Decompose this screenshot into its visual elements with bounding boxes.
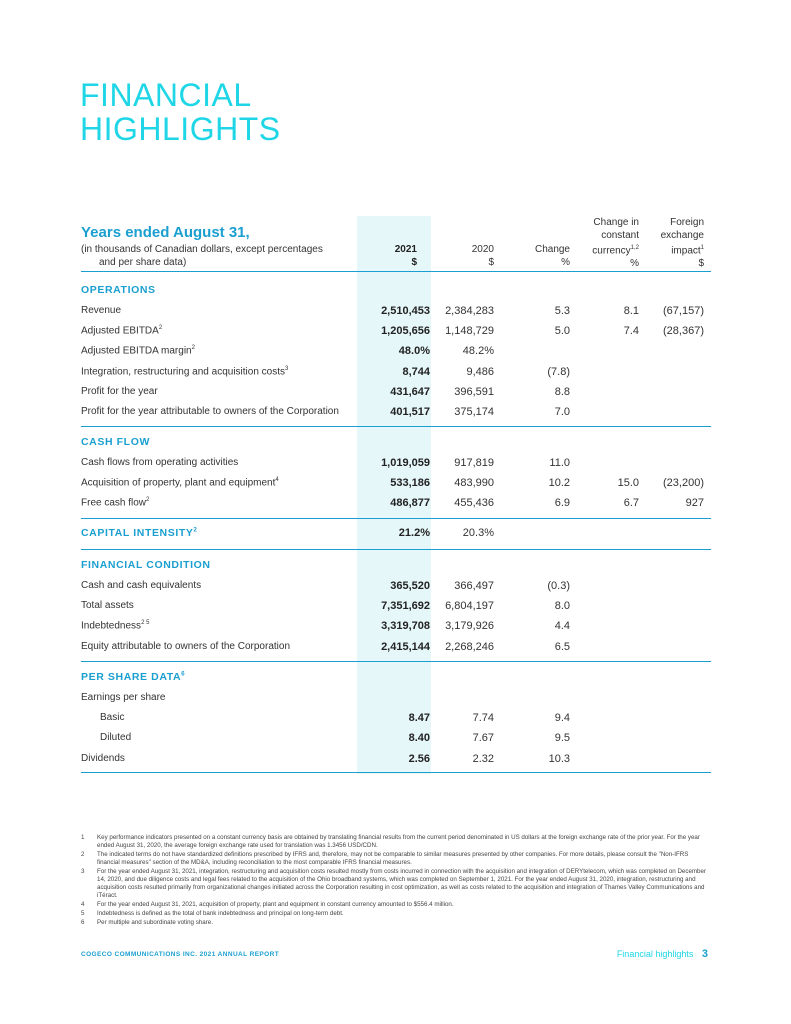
table-row — [0, 600, 791, 616]
table-row — [0, 620, 791, 636]
section-title: PER SHARE DATA$^6$ — [81, 671, 186, 683]
cell-v2021: 1,205,656 — [381, 325, 430, 338]
report-footer: COGECO COMMUNICATIONS INC. 2021 ANNUAL REPORT — [81, 951, 280, 958]
cell-chg: 11.0 — [549, 457, 570, 469]
cell-v2021: 8,744 — [402, 365, 430, 378]
footnote: 3 For the year ended August 31, 2021, integration, restructuring and acquisition costs resulted mostly from costs incurred in connection with the acquisition and integration of DERYtelecom, which was completed on December 14, 2020, and due diligence costs and legal fees related to the acquisition of the Ohio broadband systems, which was completed on September 1, 2021. For the year ended August 31, 2020, integration, restructuring and acquisition costs resulted primarily from organizational changes initiated across the Corporation resulting in cost optimization, as well as costs related to the acquisition and integration of Thames Valley Communications and iTéract. — [81, 868, 706, 899]
cell-v2021: 2,415,144 — [381, 640, 430, 653]
cell-cc: 15.0 — [617, 477, 639, 490]
cell-v2021: 21.2% — [398, 527, 430, 539]
column-header-change: Change % — [534, 244, 570, 268]
cell-cc: 8.1 — [623, 305, 639, 317]
cell-v2021: 1,019,059 — [381, 457, 430, 469]
row-label: Basic — [100, 712, 125, 724]
footnote: 2 The indicated terms do not have standardized definitions prescribed by IFRS and, therefore, may not be comparable to similar measures presented by other companies. For more details, please consult the "Non-IFRS financial measures" section of the MD&A, including reconciliation to the most comparable IFRS financial measures. — [81, 851, 689, 866]
cell-v2020: 483,990 — [454, 477, 494, 490]
cell-cc: 6.7 — [623, 497, 639, 510]
cell-v2020: 3,179,926 — [445, 620, 494, 633]
column-header-fx-impact: Foreign exchange impact$^1$ $ — [660, 217, 704, 270]
cell-v2020: 2,384,283 — [445, 305, 494, 317]
cell-v2021: 2.56 — [408, 752, 430, 765]
cell-v2020: 917,819 — [454, 457, 494, 469]
cell-v2021: 3,319,708 — [381, 620, 430, 633]
table-row — [0, 497, 791, 513]
cell-fx: 927 — [685, 497, 704, 510]
row-label: Diluted — [100, 732, 132, 744]
footnotes — [81, 834, 711, 928]
row-label: Cash flows from operating activities — [81, 457, 239, 468]
table-row — [0, 305, 791, 321]
cell-v2020: 396,591 — [454, 385, 494, 398]
units-note-line-2: and per share data) — [99, 257, 187, 268]
table-row — [0, 753, 791, 769]
page-number: 3 — [701, 948, 708, 960]
table-row — [0, 366, 791, 382]
cell-v2020: 2.32 — [472, 752, 494, 765]
section-title: FINANCIAL CONDITION — [81, 559, 211, 571]
table-row — [0, 386, 791, 402]
table-row — [0, 692, 791, 708]
cell-v2020: 9,486 — [466, 365, 494, 378]
years-ended-label: Years ended August 31, — [81, 224, 250, 241]
row-label: Equity attributable to owners of the Corporation — [81, 640, 291, 652]
table-row — [0, 325, 791, 341]
table-row — [0, 712, 791, 728]
cell-v2021: 486,877 — [390, 497, 430, 510]
row-label: Profit for the year attributable to owners of the Corporation — [81, 406, 339, 417]
column-header-2021: 2021 $ — [394, 244, 417, 268]
cell-v2020: 48.2% — [462, 345, 494, 358]
cell-chg: 5.0 — [554, 325, 570, 338]
cell-chg: 10.2 — [548, 477, 570, 490]
column-header-constant-currency: Change in constant currency$^{1,2}$ % — [592, 217, 639, 270]
cell-v2021: 2,510,453 — [381, 305, 430, 317]
cell-v2021: 431,647 — [390, 385, 430, 398]
cell-v2020: 2,268,246 — [445, 640, 494, 653]
row-label: Revenue — [81, 305, 122, 316]
section-rule — [81, 426, 711, 427]
cell-v2021: 533,186 — [390, 477, 430, 490]
cell-v2021: 7,351,692 — [381, 600, 430, 613]
section-rule — [81, 661, 711, 662]
cell-fx: (28,367) — [663, 325, 704, 338]
cell-chg: 8.0 — [554, 600, 570, 613]
cell-chg: 8.8 — [554, 385, 570, 398]
column-2021-highlight — [357, 216, 431, 774]
section-rule — [81, 518, 711, 519]
section-title: CASH FLOW — [81, 436, 150, 448]
cell-v2021: 48.0% — [398, 345, 430, 358]
page-title-line-2: HIGHLIGHTS — [80, 111, 281, 147]
table-row — [0, 457, 791, 473]
cell-v2020: 7.74 — [472, 712, 494, 725]
cell-chg: 4.4 — [554, 620, 570, 633]
row-label: Total assets — [81, 600, 134, 612]
cell-fx: (67,157) — [663, 305, 704, 317]
cell-v2020: 455,436 — [454, 497, 494, 510]
cell-chg: (0.3) — [547, 580, 570, 592]
section-title: OPERATIONS — [81, 284, 156, 296]
row-label: Free cash flow$^2$ — [81, 497, 150, 509]
footnote: 4 For the year ended August 31, 2021, acquisition of property, plant and equipment in constant currency amounted to $556.4 million. — [81, 901, 454, 908]
row-label: Adjusted EBITDA margin$^2$ — [81, 345, 195, 357]
page-title — [80, 78, 281, 146]
section-rule — [81, 549, 711, 550]
cell-chg: 9.4 — [554, 712, 570, 725]
cell-v2020: 7.67 — [472, 732, 494, 745]
footnote: 5 Indebtedness is defined as the total of bank indebtedness and principal on long-term debt. — [81, 910, 344, 917]
cell-v2021: 8.47 — [408, 712, 430, 725]
header-rule — [81, 271, 711, 272]
cell-v2020: 366,497 — [454, 580, 494, 592]
units-note — [81, 243, 323, 269]
row-label: Acquisition of property, plant and equipment$^4$ — [81, 477, 279, 489]
cell-fx: (23,200) — [663, 477, 704, 490]
section-name: Financial highlights — [616, 949, 694, 959]
table-row — [0, 406, 791, 422]
cell-chg: 9.5 — [554, 732, 570, 745]
cell-cc: 7.4 — [623, 325, 639, 338]
cell-chg: 5.3 — [554, 305, 570, 317]
cell-v2021: 401,517 — [390, 406, 430, 418]
cell-v2020: 1,148,729 — [445, 325, 494, 338]
row-label: Dividends — [81, 752, 125, 764]
cell-chg: 7.0 — [554, 406, 570, 418]
row-label: Earnings per share — [81, 692, 166, 703]
table-bottom-rule — [81, 772, 711, 773]
footnote: 1 Key performance indicators presented on a constant currency basis are obtained by translating financial results from the current period denominated in US dollars at the foreign exchange rate of the prior year. For the year ended August 31, 2020, the average foreign exchange rate used for translation was 1.3456 USD/CDN. — [81, 834, 700, 849]
cell-v2020: 20.3% — [462, 527, 494, 539]
column-header-2020: 2020 $ — [471, 244, 494, 268]
row-label: Indebtedness$^{2 5}$ — [81, 620, 150, 632]
table-row — [0, 641, 791, 657]
cell-v2021: 8.40 — [408, 732, 430, 745]
units-note-line-1: (in thousands of Canadian dollars, except percentages — [81, 244, 323, 255]
footnote: 6 Per multiple and subordinate voting share. — [81, 919, 213, 926]
table-row — [0, 580, 791, 596]
cell-chg: 6.9 — [554, 497, 570, 510]
table-row — [0, 345, 791, 361]
cell-chg: 6.5 — [554, 640, 570, 653]
page-title-line-1: FINANCIAL — [80, 77, 252, 113]
row-label: Cash and cash equivalents — [81, 580, 202, 591]
section-title: CAPITAL INTENSITY$^2$ — [81, 527, 198, 539]
cell-v2020: 375,174 — [454, 406, 494, 418]
page-footer — [617, 948, 708, 960]
cell-v2021: 365,520 — [390, 580, 430, 592]
cell-v2020: 6,804,197 — [445, 600, 494, 613]
table-row — [0, 477, 791, 493]
row-label: Integration, restructuring and acquisition costs$^3$ — [81, 365, 289, 377]
table-row — [0, 527, 791, 543]
cell-chg: (7.8) — [547, 365, 570, 378]
row-label: Adjusted EBITDA$^2$ — [81, 325, 163, 337]
table-row — [0, 732, 791, 748]
cell-chg: 10.3 — [548, 752, 570, 765]
row-label: Profit for the year — [81, 385, 158, 397]
